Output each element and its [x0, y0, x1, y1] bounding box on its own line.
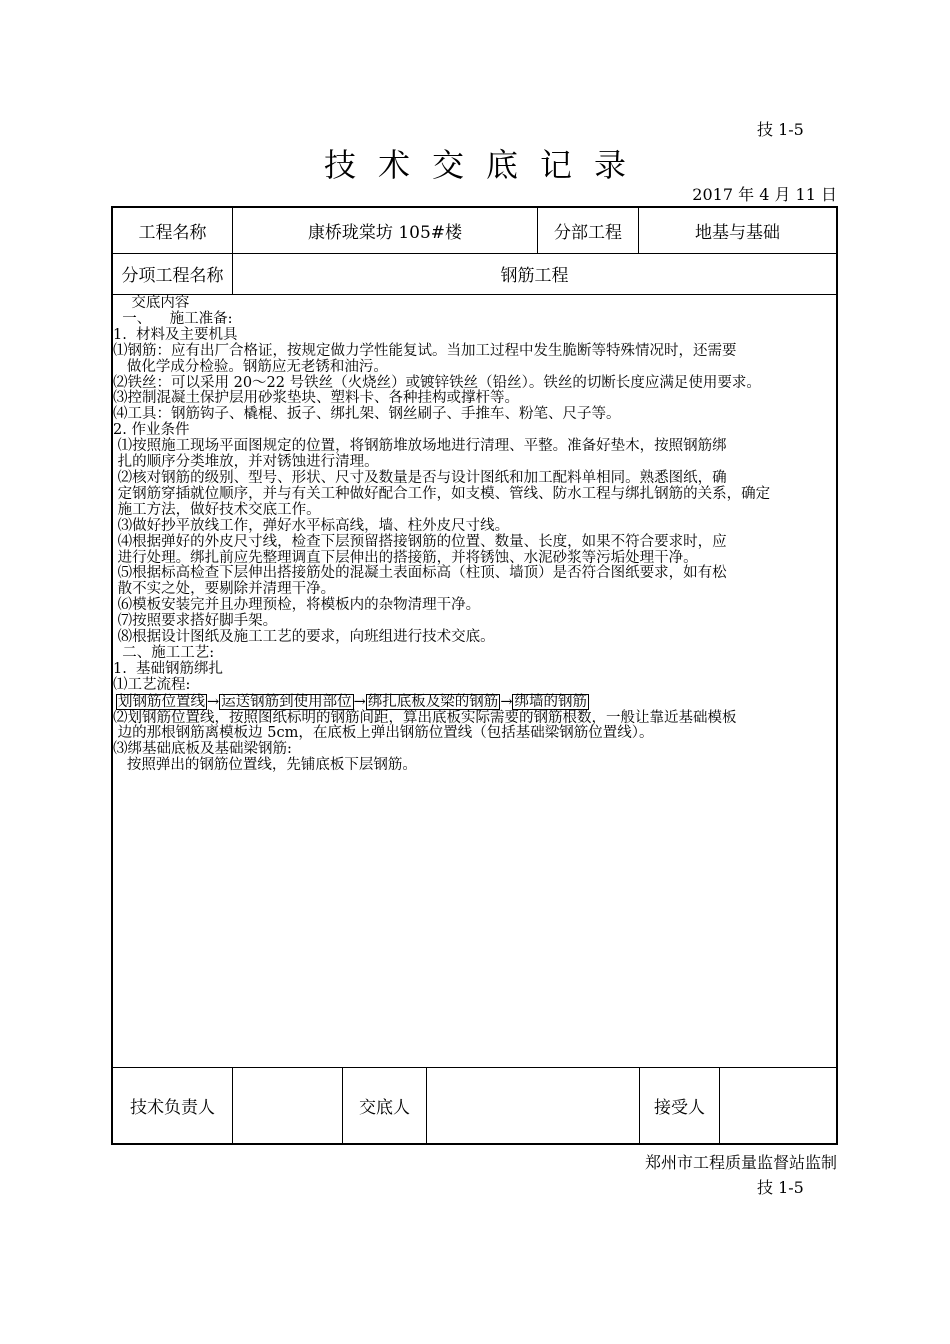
content-line: ⑹模板安装完并且办理预检，将模板内的杂物清理干净。: [113, 597, 481, 614]
content-line: 二、施工工艺:: [113, 644, 215, 661]
content-lines: [113, 711, 836, 775]
content-line: 交底内容: [113, 295, 190, 311]
division-value: 地基与基础: [695, 223, 780, 243]
content-line: ⑶绑基础底板及基础梁钢筋:: [113, 741, 292, 758]
flow-arrow-icon: →: [207, 693, 220, 710]
content-line: 散不实之处，要剔除并清理干净。: [113, 581, 336, 598]
column-divider: [426, 1067, 427, 1143]
tech-lead-label: 技术负责人: [130, 1098, 215, 1118]
row-divider: [113, 294, 836, 295]
content-line: 按照弹出的钢筋位置线，先铺底板下层钢筋。: [113, 757, 417, 774]
content-line: ⑴钢筋：应有出厂合格证，按规定做力学性能复试。当加工过程中发生脆断等特殊情况时，还需要: [113, 342, 737, 359]
content-line: 1. 基础钢筋绑扎: [113, 660, 224, 677]
content-line: ⑺按照要求搭好脚手架。: [113, 613, 278, 630]
process-flow: [113, 694, 836, 711]
flow-step: 划钢筋位置线: [118, 693, 205, 710]
record-table: [111, 206, 838, 1145]
form-code-bottom: 技 1-5: [757, 1178, 804, 1197]
content-line: 做化学成分检验。钢筋应无老锈和油污。: [113, 358, 388, 375]
content-line: ⑵核对钢筋的级别、型号、形状、尺寸及数量是否与设计图纸和加工配料单相同。熟悉图纸，确: [113, 469, 727, 486]
content-line: ⑴按照施工现场平面图规定的位置，将钢筋堆放场地进行清理、平整。准备好垫木，按照钢筋绑: [113, 438, 727, 455]
form-code: 技 1-5: [757, 120, 804, 139]
content-line: ⑵划钢筋位置线，按照图纸标明的钢筋间距，算出底板实际需要的钢筋根数，一般让靠近基础模板: [113, 709, 737, 726]
content-line: 定钢筋穿插就位顺序，并与有关工种做好配合工作，如支模、管线、防水工程与绑扎钢筋的关系，确定: [113, 485, 771, 502]
content-line: ⑶做好抄平放线工作，弹好水平标高线，墙、柱外皮尺寸线。: [113, 517, 510, 534]
content-line: 进行处理。绑扎前应先整理调直下层伸出的搭接筋，并将锈蚀、水泥砂浆等污垢处理干净。: [113, 549, 698, 566]
page-title: 技术交底记录: [323, 146, 648, 184]
content-line: 施工方法，做好技术交底工作。: [113, 501, 321, 518]
supervisor-note: 郑州市工程质量监督站监制: [644, 1153, 837, 1172]
project-name-value: 康桥珑棠坊 105#楼: [307, 223, 463, 243]
receiver-label: 接受人: [654, 1098, 705, 1118]
content-line: 扎的顺序分类堆放，并对锈蚀进行清理。: [113, 454, 379, 471]
flow-step: 绑墙的钢筋: [514, 693, 587, 710]
content-line: ⑸根据标高检查下层伸出搭接筋处的混凝土表面标高（柱顶、墙顶）是否符合图纸要求，如有松: [113, 565, 727, 582]
flow-step: 运送钢筋到使用部位: [221, 693, 352, 710]
handover-person-label: 交底人: [359, 1098, 410, 1118]
content-line: 一、 施工准备:: [113, 310, 233, 327]
record-date: 2017 年 4 月 11 日: [692, 185, 837, 204]
subitem-value: 钢筋工程: [500, 266, 569, 286]
handover-content: [113, 296, 836, 774]
content-line: ⑴工艺流程:: [113, 676, 191, 693]
content-line: ⑷根据弹好的外皮尺寸线，检查下层预留搭接钢筋的位置、数量、长度，如果不符合要求时，应: [113, 533, 727, 550]
content-line: ⑶控制混凝土保护层用砂浆垫块、塑料卡、各种挂构或撑杆等。: [113, 390, 519, 407]
content-line: 边的那根钢筋离模板边 5cm，在底板上弹出钢筋位置线（包括基础梁钢筋位置线）。: [113, 725, 654, 742]
content-line: ⑵铁丝：可以采用 20～22 号铁丝（火烧丝）或镀锌铁丝（铅丝）。铁丝的切断长度应满足使用要求。: [113, 374, 761, 391]
content-line: 2. 作业条件: [113, 422, 190, 439]
division-label: 分部工程: [554, 223, 622, 243]
content-line: ⑻根据设计图纸及施工工艺的要求，向班组进行技术交底。: [113, 629, 495, 646]
content-line: 1. 材料及主要机具: [113, 326, 238, 343]
content-lines: [113, 296, 836, 694]
flow-arrow-icon: →: [500, 693, 513, 710]
column-divider: [232, 1067, 233, 1143]
content-line: ⑷工具：钢筋钩子、橇棍、扳子、绑扎架、钢丝刷子、手推车、粉笔、尺子等。: [113, 406, 621, 423]
project-name-label: 工程名称: [138, 223, 207, 243]
flow-arrow-icon: →: [353, 693, 366, 710]
subitem-label: 分项工程名称: [121, 266, 224, 286]
flow-step: 绑扎底板及梁的钢筋: [367, 693, 499, 710]
column-divider: [719, 1067, 720, 1143]
